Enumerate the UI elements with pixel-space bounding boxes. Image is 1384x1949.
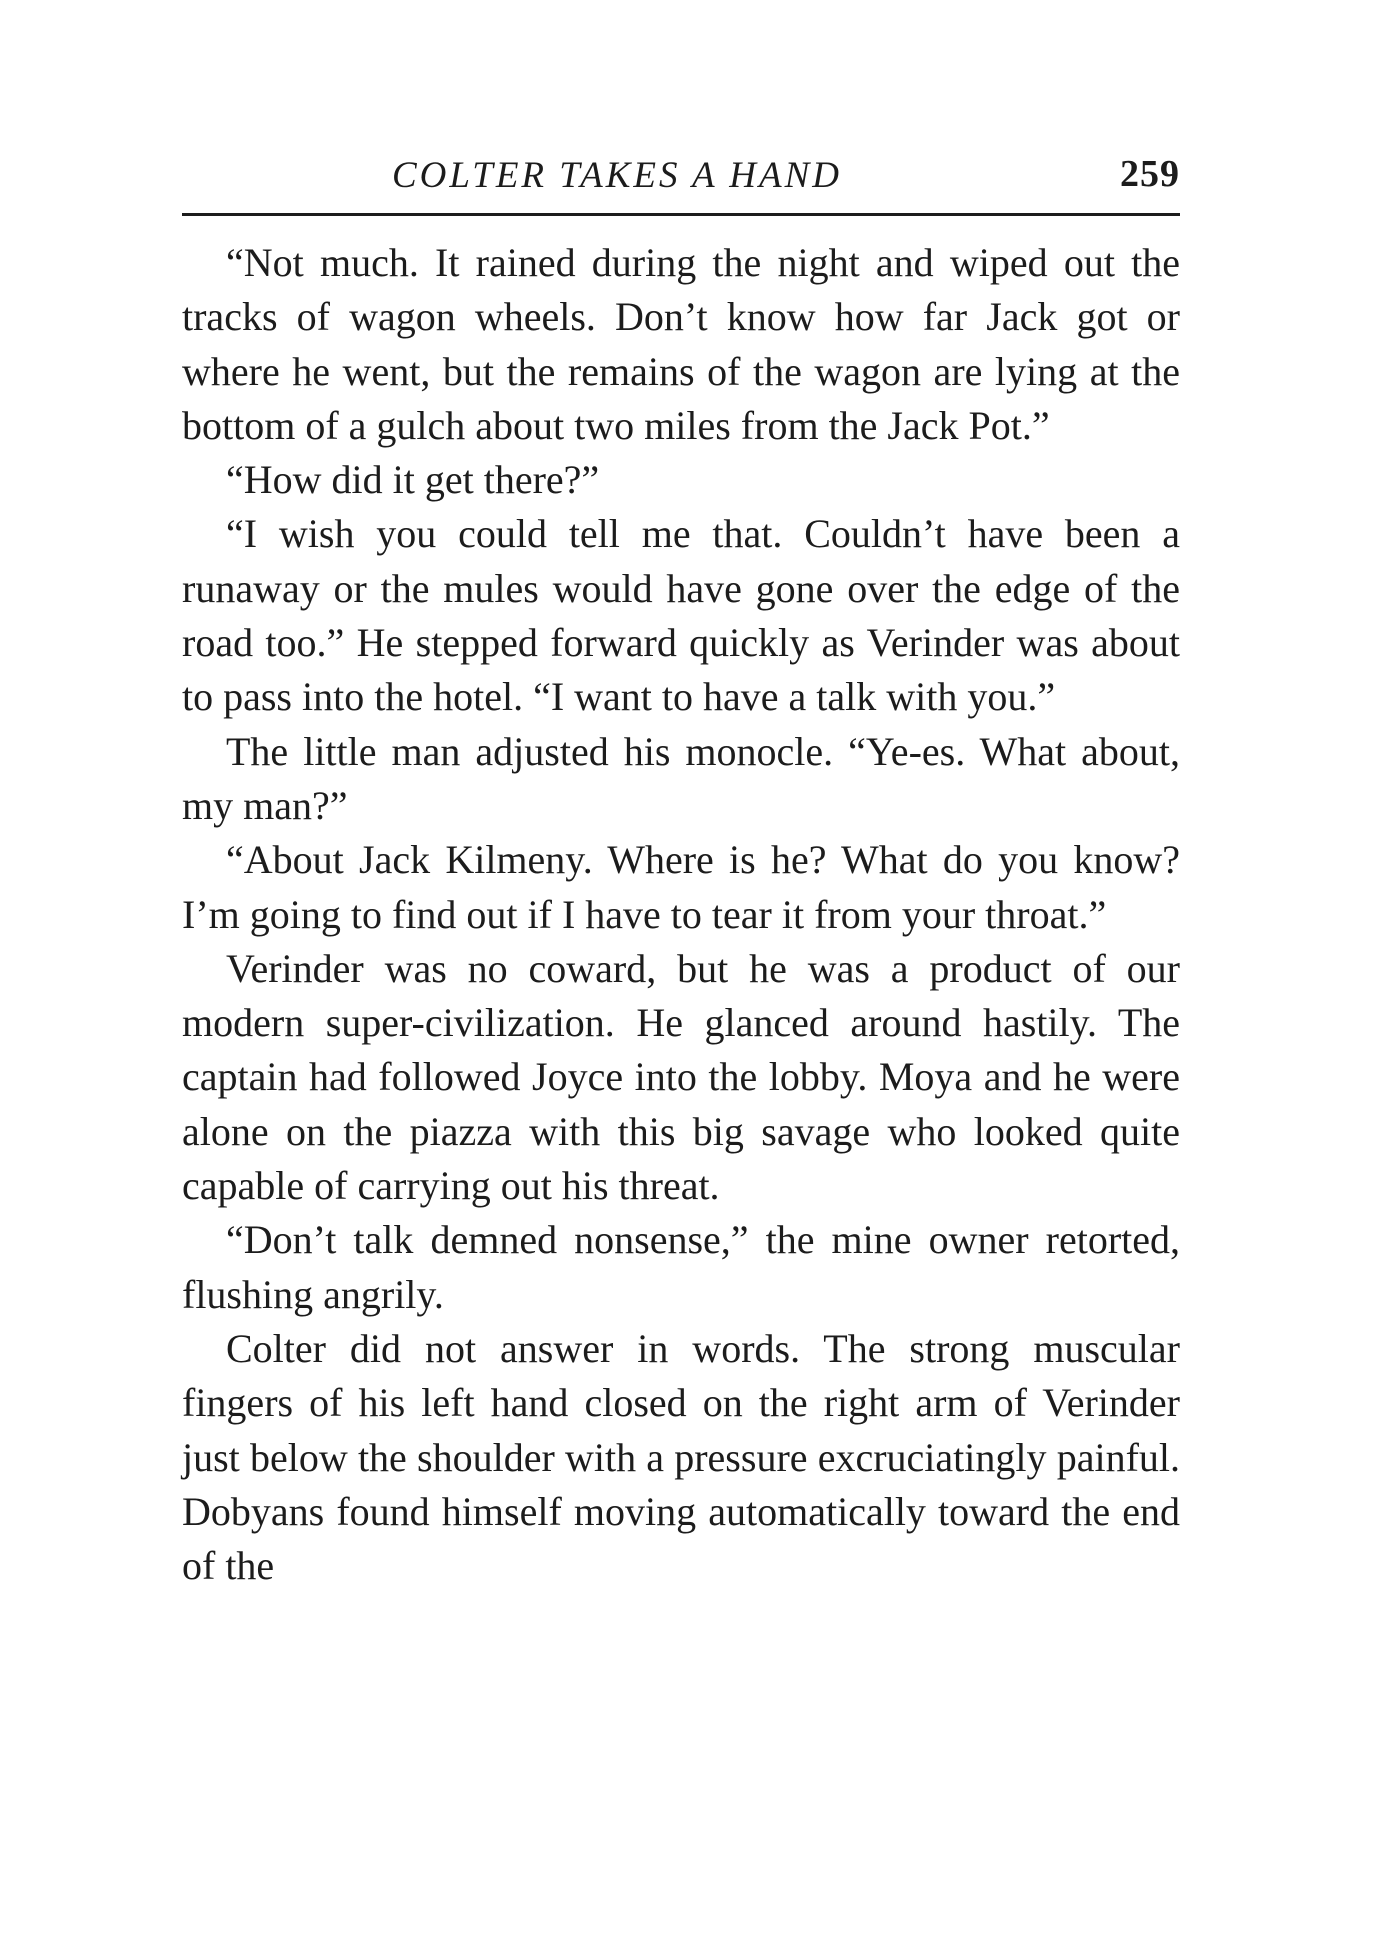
- paragraph: “About Jack Kilmeny. Where is he? What do you know? I’m going to find out if I have to tear it from your throat.”: [182, 837, 1180, 937]
- running-title: COLTER TAKES A HAND: [392, 155, 842, 196]
- body-text: [182, 236, 1180, 1593]
- paragraph: “How did it get there?”: [226, 457, 600, 503]
- header-rule: [182, 213, 1180, 216]
- paragraph: Verinder was no coward, but he was a product of our modern super-civilization. He glanced around hastily. The captain had followed Joyce into the lobby. Moya and he were alone on the piazza with this big savage who looked quite capable of carrying out his threat.: [182, 945, 1180, 1209]
- page-number: 259: [1120, 153, 1180, 195]
- paragraph: “Not much. It rained during the night and wiped out the tracks of wagon wheels. Don’t know how far Jack got or where he went, but the remains of the wagon are lying at the bottom of a gulch about two miles from the Jack Pot.”: [182, 240, 1180, 448]
- paragraph: Colter did not answer in words. The strong muscular fingers of his left hand closed on the right arm of Verinder just below the shoulder with a pressure excruciatingly painful. Dobyans found himself moving automatically toward the end of the: [182, 1325, 1180, 1589]
- paragraph: “Don’t talk demned nonsense,” the mine owner retorted, flushing angrily.: [182, 1217, 1180, 1317]
- paragraph: “I wish you could tell me that. Couldn’t have been a runaway or the mules would have gone over the edge of the road too.” He stepped forward quickly as Verinder was about to pass into the hotel. “I want to have a talk with you.”: [182, 511, 1180, 720]
- book-page: [182, 150, 1180, 1593]
- paragraph: The little man adjusted his monocle. “Ye-es. What about, my man?”: [182, 728, 1180, 828]
- running-header: [182, 150, 1180, 204]
